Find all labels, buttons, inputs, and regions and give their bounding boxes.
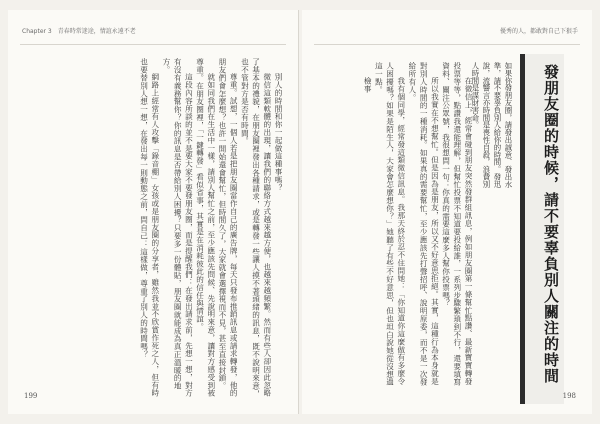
left-page — [8, 10, 299, 414]
right-paragraph: 所以我實在不想幫忙。但是因為是朋友，所以又不好意思拒絕。其實，這種行為本身就是對別人時間的一種消耗。如果真的需要幫忙，至少應該先打聲招呼、說明原委，而不是一次發給所有人。 — [407, 62, 440, 386]
section-title: 發朋友圈的時候，請不要辜負別人關注的時間 — [542, 64, 560, 384]
right-paragraph: 檢事 — [363, 77, 373, 93]
left-page-number: 199 — [24, 392, 38, 400]
section-subtitle: 如果你發朋友圈，請發出誠意、發出水準，請不要辜負別人給你的時間。發迅說，流響言亦時間是喪性自殺，浪費別人時間是謀財害命。 — [471, 62, 513, 188]
left-page-header: Chapter 3 青春時常迷途，情誼永遠不老 — [22, 28, 136, 35]
chapter-title-box — [520, 54, 564, 404]
left-paragraph: 微信這類軟體的出現，讓我們的聯絡方式越來越方便，也越來越頻繁。然而有些人卻因此忽略了基本的禮貌，在朋友圈裡發出各種請求，或是轉發一些讓人摸不著頭緒的訊息，既不說明來意，也不管對方是否有時間。 — [240, 58, 272, 398]
right-body-text — [314, 62, 474, 392]
left-paragraph: 網路上經常有人攻擊「錄音棚」女孩或是朋友圈的分享者，雖然我並不欣賞作死之人，但有時也要替別人想一想，在發出每一則動態之前，問自己：這樣做，尊重了別人的時間嗎？ — [139, 58, 160, 398]
right-page — [302, 10, 592, 414]
left-header-rule — [20, 44, 286, 45]
left-paragraph: 別人的時間和你一起做這種事嗎？ — [274, 73, 283, 192]
left-paragraph: 尊重。試想，一個人若是把朋友圈當作自己的廣告牌，每天只發布推銷訊息或請求轉發，他的朋友們會怎麼想？也許一開始還會幫忙，但時間久了，大家就會選擇視而不見，甚至直接封鎖。 — [217, 58, 239, 398]
left-paragraph: 就如同我們在生活中一樣，請別人幫忙之前，至少應該先問候、先說明來意，讓對方感受到被尊重。在朋友圈裡，「一鍵轉發」看似省事，其實是在消耗彼此的信任與情誼。 — [195, 58, 216, 398]
right-page-number: 198 — [562, 392, 576, 400]
right-header-rule — [314, 44, 580, 45]
left-paragraph: 這段內容所談的並不是要大家不要發朋友圈，而是提醒我們：在發出請求前，先想一想，對方有沒有義務幫你？你的訊息是否帶給別人困擾？只要多一份體貼，朋友圈就能成為真正溫暖的地方。 — [161, 58, 194, 398]
right-page-header: 優秀的人，都敢對自己下狠手 — [499, 28, 578, 35]
right-paragraph: 在微信上，經常會碰到朋友突然發群組訊息，例如朋友圈第一條幫忙點讚、最新寶寶轉發投票等等，點讚我還能理解，但幫忙投票不知道要投給誰，一系列步驟繁瑣到不行，還要填寫資料、關注公眾號，我很想問一句：你真的需要這麼多人幫你投票嗎？ — [441, 62, 473, 386]
right-paragraph: 我有個同學，經常發這類微信訊息。我那天終於忍不住問她：「你知道你這麼做有多麼令人困擾嗎？如果是陌生人，大家會怎麼想你？」她聽了有些不好意思，但也坦白說她從沒想過這一點。 — [374, 62, 406, 386]
left-body-text — [20, 58, 284, 398]
